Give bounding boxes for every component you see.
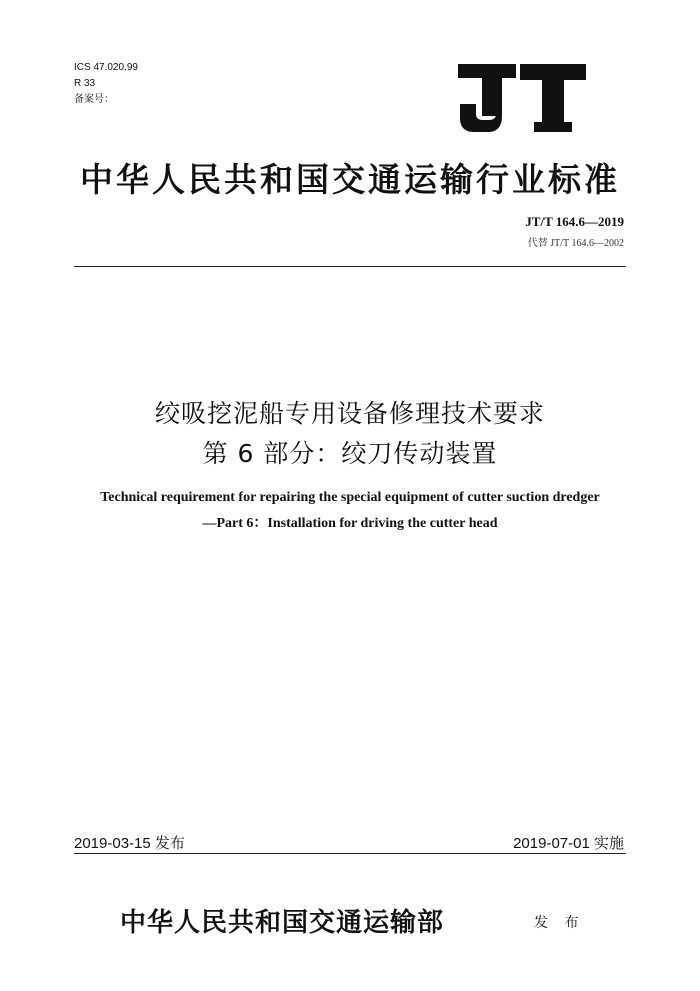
filing-number-label: 备案号： (74, 94, 114, 105)
footer-divider (74, 853, 626, 854)
jt-logo (456, 62, 588, 134)
implementation-date: 2019-07-01 实施 (513, 835, 624, 852)
publish-label: 发 布 (534, 915, 585, 931)
issue-date: 2019-03-15 发布 (74, 835, 185, 852)
publisher: 中华人民共和国交通运输部 (120, 908, 445, 938)
header-divider (74, 266, 626, 267)
ics-code: ICS 47.020.99 (74, 62, 138, 73)
title-en-line1: Technical requirement for repairing the special equipment of cutter suction dredger (100, 490, 600, 505)
title-cn-line2: 第 6 部分：绞刀传动装置 (202, 439, 498, 468)
category-code: R 33 (74, 78, 96, 89)
standard-number: JT/T 164.6—2019 (525, 214, 624, 229)
header-meta (74, 60, 138, 108)
replaces-standard: 代替 JT/T 164.6—2002 (527, 238, 624, 249)
title-en-line2: —Part 6：Installation for driving the cutter head (202, 516, 498, 531)
title-cn-line1: 绞吸挖泥船专用设备修理技术要求 (154, 399, 545, 428)
standard-category-title: 中华人民共和国交通运输行业标准 (80, 160, 620, 199)
